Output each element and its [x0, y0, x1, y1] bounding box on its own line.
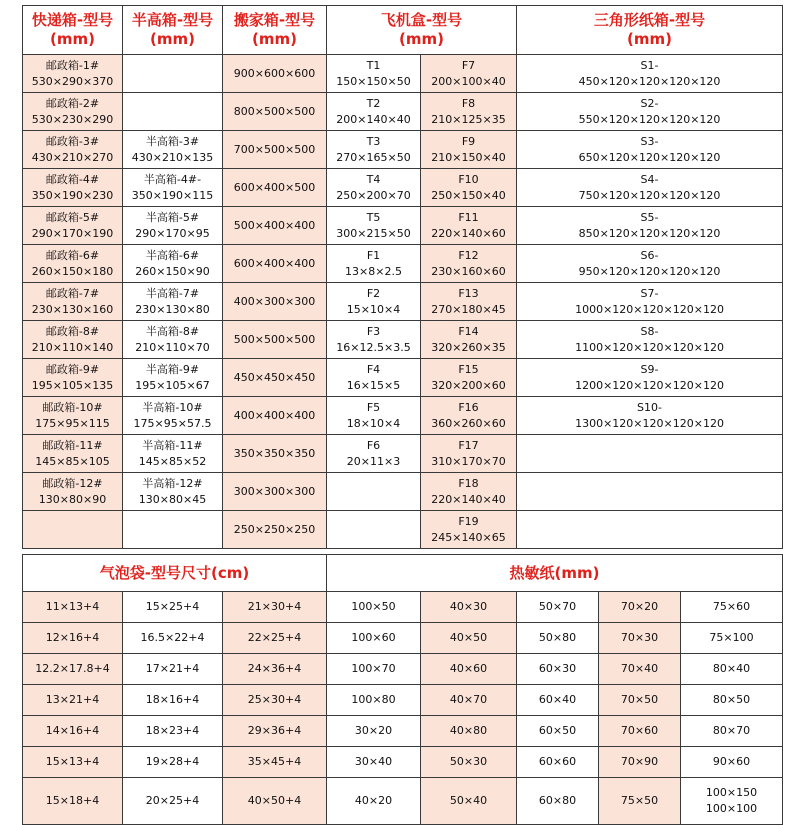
table-row	[23, 435, 783, 473]
moving-box-cell: 600×400×400	[223, 245, 327, 283]
airplane-box-t-cell	[327, 245, 421, 283]
thermal-paper-cell: 50×80	[517, 623, 599, 654]
half-height-box-cell-line: 半高箱-4#-	[143, 172, 202, 186]
airplane-box-f-cell-line: F9	[461, 134, 476, 148]
courier-box-cell-line: 邮政箱-2#	[45, 96, 100, 110]
table-row	[23, 55, 783, 93]
half-height-box-cell-line: 430×210×135	[131, 150, 214, 164]
triangle-box-cell	[517, 397, 783, 435]
table-row	[23, 207, 783, 245]
thermal-paper-cell: 40×70	[421, 685, 517, 716]
half-height-box-cell	[123, 55, 223, 93]
courier-box-cell-line: 邮政箱-3#	[45, 134, 100, 148]
triangle-box-cell-line: S4-	[640, 172, 659, 186]
bubble-bag-cell: 12×16+4	[23, 623, 123, 654]
half-height-box-cell-line: 半高箱-3#	[145, 134, 200, 148]
bubble-bag-cell: 20×25+4	[123, 778, 223, 825]
moving-box-cell: 400×300×300	[223, 283, 327, 321]
half-height-box-cell	[123, 131, 223, 169]
thermal-paper-cell: 40×20	[327, 778, 421, 825]
half-height-box-cell	[123, 473, 223, 511]
moving-box-header-line: 搬家箱-型号	[233, 11, 316, 29]
courier-box-header	[23, 6, 123, 55]
thermal-paper-cell	[681, 592, 783, 623]
courier-box-cell-line: 530×230×290	[31, 112, 114, 126]
airplane-box-f-cell	[421, 207, 517, 245]
airplane-box-f-cell	[421, 397, 517, 435]
airplane-box-f-cell-line: F10	[458, 172, 479, 186]
triangle-box-cell	[517, 359, 783, 397]
triangle-box-cell-line: 550×120×120×120×120	[578, 112, 721, 126]
half-height-box-cell-line: 半高箱-7#	[145, 286, 200, 300]
airplane-box-t-cell	[327, 511, 421, 549]
triangle-box-cell-line: 950×120×120×120×120	[578, 264, 721, 278]
half-height-box-cell	[123, 511, 223, 549]
thermal-paper-cell: 30×40	[327, 747, 421, 778]
airplane-box-f-cell-line: 210×150×40	[431, 150, 506, 164]
thermal-paper-cell	[681, 716, 783, 747]
airplane-box-f-cell-line: 320×200×60	[431, 378, 506, 392]
airplane-box-f-cell	[421, 473, 517, 511]
courier-box-cell-line: 邮政箱-9#	[45, 362, 100, 376]
bubble-bag-cell: 15×18+4	[23, 778, 123, 825]
bubble-bag-cell: 18×23+4	[123, 716, 223, 747]
thermal-paper-cell: 60×80	[517, 778, 599, 825]
airplane-box-t-cell-line: 270×165×50	[336, 150, 411, 164]
moving-box-cell: 350×350×350	[223, 435, 327, 473]
header-row	[23, 555, 783, 592]
triangle-box-cell-line: S8-	[640, 324, 659, 338]
half-height-box-cell-line: 半高箱-12#	[142, 476, 203, 490]
airplane-box-t-cell-line: 200×140×40	[336, 112, 411, 126]
airplane-box-f-cell-line: 245×140×65	[431, 530, 506, 544]
moving-box-cell: 400×400×400	[223, 397, 327, 435]
table-row	[23, 397, 783, 435]
half-height-box-header-line: 半高箱-型号	[131, 11, 214, 29]
half-height-box-cell	[123, 321, 223, 359]
table-row	[23, 245, 783, 283]
half-height-box-cell-line: 半高箱-11#	[142, 438, 203, 452]
bubble-bag-cell: 35×45+4	[223, 747, 327, 778]
airplane-box-header-line: 飞机盒-型号	[380, 11, 463, 29]
half-height-box-cell	[123, 207, 223, 245]
thermal-paper-cell	[681, 685, 783, 716]
airplane-box-t-cell-line: F6	[366, 438, 381, 452]
half-height-box-cell-line: 175×95×57.5	[133, 416, 212, 430]
airplane-box-t-cell-line: 15×10×4	[346, 302, 401, 316]
airplane-box-f-cell-line: F13	[458, 286, 479, 300]
triangle-box-cell-line: S3-	[640, 134, 659, 148]
airplane-box-header-line: (mm)	[399, 30, 444, 48]
triangle-box-cell-line: 1300×120×120×120×120	[575, 416, 724, 430]
moving-box-cell: 900×600×600	[223, 55, 327, 93]
airplane-box-f-cell-line: F17	[458, 438, 479, 452]
courier-box-header-line: 快递箱-型号	[31, 11, 114, 29]
courier-box-cell-line: 145×85×105	[35, 454, 110, 468]
half-height-box-header	[123, 6, 223, 55]
half-height-box-cell	[123, 245, 223, 283]
airplane-box-f-cell-line: 270×180×45	[431, 302, 506, 316]
triangle-box-cell	[517, 169, 783, 207]
table-row	[23, 321, 783, 359]
table-row	[23, 654, 783, 685]
thermal-paper-cell: 40×50	[421, 623, 517, 654]
table-row	[23, 778, 783, 825]
airplane-box-t-cell-line: 250×200×70	[336, 188, 411, 202]
box-size-table	[22, 5, 783, 549]
half-height-box-cell	[123, 283, 223, 321]
courier-box-cell-line: 邮政箱-10#	[42, 400, 103, 414]
airplane-box-f-cell-line: F15	[458, 362, 479, 376]
airplane-box-f-cell-line: F14	[458, 324, 479, 338]
airplane-box-f-cell-line: F19	[458, 514, 479, 528]
airplane-box-t-cell-line: 13×8×2.5	[345, 264, 402, 278]
airplane-box-f-cell-line: 320×260×35	[431, 340, 506, 354]
moving-box-cell: 600×400×500	[223, 169, 327, 207]
airplane-box-t-cell-line: T3	[366, 134, 381, 148]
half-height-box-cell-line: 半高箱-10#	[142, 400, 203, 414]
airplane-box-f-cell-line: 310×170×70	[431, 454, 506, 468]
triangle-box-cell-line: 450×120×120×120×120	[578, 74, 721, 88]
triangle-box-cell-line: S10-	[637, 400, 662, 414]
triangle-box-cell-line: 850×120×120×120×120	[578, 226, 721, 240]
thermal-paper-cell: 50×40	[421, 778, 517, 825]
airplane-box-f-cell-line: 250×150×40	[431, 188, 506, 202]
triangle-box-cell	[517, 435, 783, 473]
triangle-box-cell	[517, 93, 783, 131]
courier-box-cell	[23, 131, 123, 169]
airplane-box-t-cell	[327, 207, 421, 245]
airplane-box-f-cell	[421, 359, 517, 397]
airplane-box-t-cell	[327, 435, 421, 473]
half-height-box-cell	[123, 93, 223, 131]
triangle-box-cell-line: 1200×120×120×120×120	[575, 378, 724, 392]
courier-box-cell	[23, 397, 123, 435]
thermal-paper-cell: 30×20	[327, 716, 421, 747]
courier-box-cell-line: 175×95×115	[35, 416, 110, 430]
airplane-box-f-cell	[421, 93, 517, 131]
airplane-box-t-cell-line: 16×12.5×3.5	[336, 340, 411, 354]
airplane-box-f-cell	[421, 511, 517, 549]
courier-box-cell-line: 邮政箱-1#	[45, 58, 100, 72]
airplane-box-t-cell-line: T5	[366, 210, 381, 224]
half-height-box-cell	[123, 359, 223, 397]
thermal-paper-cell-line: 100×150	[705, 786, 758, 799]
triangle-box-cell-line: S2-	[640, 96, 659, 110]
airplane-box-f-cell-line: F16	[458, 400, 479, 414]
bubble-bag-cell: 11×13+4	[23, 592, 123, 623]
airplane-box-f-cell	[421, 169, 517, 207]
thermal-paper-cell: 60×50	[517, 716, 599, 747]
table-row	[23, 511, 783, 549]
table-row	[23, 131, 783, 169]
airplane-box-t-cell-line: F2	[366, 286, 381, 300]
courier-box-cell	[23, 473, 123, 511]
thermal-paper-cell: 50×70	[517, 592, 599, 623]
half-height-box-cell-line: 半高箱-5#	[145, 210, 200, 224]
triangle-box-header-line: (mm)	[627, 30, 672, 48]
triangle-box-cell-line: 750×120×120×120×120	[578, 188, 721, 202]
airplane-box-t-cell-line: T4	[366, 172, 381, 186]
courier-box-cell-line: 210×110×140	[31, 340, 114, 354]
thermal-paper-cell: 100×80	[327, 685, 421, 716]
thermal-paper-cell-line: 90×60	[712, 755, 751, 768]
thermal-paper-cell	[681, 778, 783, 825]
airplane-box-t-cell	[327, 397, 421, 435]
triangle-box-cell	[517, 473, 783, 511]
courier-box-cell-line: 430×210×270	[31, 150, 114, 164]
half-height-box-cell-line: 260×150×90	[135, 264, 210, 278]
courier-box-cell-line: 邮政箱-6#	[45, 248, 100, 262]
bubble-bag-cell: 16.5×22+4	[123, 623, 223, 654]
airplane-box-f-cell	[421, 283, 517, 321]
airplane-box-f-cell-line: F7	[461, 58, 476, 72]
courier-box-cell	[23, 435, 123, 473]
airplane-box-t-cell	[327, 55, 421, 93]
courier-box-cell-line: 邮政箱-12#	[42, 476, 103, 490]
airplane-box-f-cell-line: 220×140×40	[431, 492, 506, 506]
half-height-box-cell-line: 210×110×70	[135, 340, 210, 354]
airplane-box-t-cell-line: F5	[366, 400, 381, 414]
table-row	[23, 716, 783, 747]
thermal-paper-cell: 100×70	[327, 654, 421, 685]
table-row	[23, 169, 783, 207]
triangle-box-cell-line: S7-	[640, 286, 659, 300]
thermal-paper-cell: 70×20	[599, 592, 681, 623]
courier-box-cell	[23, 207, 123, 245]
courier-box-cell-line: 530×290×370	[31, 74, 114, 88]
airplane-box-f-cell-line: 200×100×40	[431, 74, 506, 88]
half-height-box-cell-line: 290×170×95	[135, 226, 210, 240]
moving-box-cell: 250×250×250	[223, 511, 327, 549]
bubble-bag-cell: 18×16+4	[123, 685, 223, 716]
airplane-box-t-cell-line: F1	[366, 248, 381, 262]
courier-box-cell	[23, 55, 123, 93]
moving-box-header	[223, 6, 327, 55]
courier-box-cell-line: 350×190×230	[31, 188, 114, 202]
bubble-bag-cell: 19×28+4	[123, 747, 223, 778]
bubble-bag-cell: 40×50+4	[223, 778, 327, 825]
triangle-box-cell	[517, 131, 783, 169]
thermal-paper-header: 热敏纸(mm)	[327, 555, 783, 592]
table-row	[23, 283, 783, 321]
bubble-bag-cell: 25×30+4	[223, 685, 327, 716]
thermal-paper-cell	[681, 747, 783, 778]
courier-box-cell-line: 邮政箱-7#	[45, 286, 100, 300]
half-height-box-cell-line: 145×85×52	[138, 454, 207, 468]
bubble-bag-cell: 17×21+4	[123, 654, 223, 685]
half-height-box-header-line: (mm)	[150, 30, 195, 48]
moving-box-cell: 450×450×450	[223, 359, 327, 397]
courier-box-cell-line: 邮政箱-5#	[45, 210, 100, 224]
thermal-paper-cell-line: 100×100	[705, 802, 758, 815]
bubble-bag-cell: 21×30+4	[223, 592, 327, 623]
thermal-paper-cell: 70×50	[599, 685, 681, 716]
courier-box-cell	[23, 321, 123, 359]
airplane-box-t-cell	[327, 283, 421, 321]
bubble-bag-cell: 15×25+4	[123, 592, 223, 623]
thermal-paper-cell: 70×90	[599, 747, 681, 778]
thermal-paper-cell: 40×80	[421, 716, 517, 747]
triangle-box-cell	[517, 55, 783, 93]
half-height-box-cell-line: 130×80×45	[138, 492, 207, 506]
thermal-paper-cell: 50×30	[421, 747, 517, 778]
thermal-paper-cell-line: 75×60	[712, 600, 751, 613]
table-row	[23, 592, 783, 623]
airplane-box-t-cell	[327, 359, 421, 397]
table-row	[23, 473, 783, 511]
moving-box-cell: 800×500×500	[223, 93, 327, 131]
triangle-box-cell-line: S6-	[640, 248, 659, 262]
courier-box-cell	[23, 169, 123, 207]
courier-box-cell-line: 195×105×135	[31, 378, 114, 392]
bubble-thermal-table	[22, 554, 783, 825]
half-height-box-cell-line: 半高箱-6#	[145, 248, 200, 262]
header-row	[23, 6, 783, 55]
courier-box-cell-line: 邮政箱-4#	[45, 172, 100, 186]
bubble-bag-cell: 24×36+4	[223, 654, 327, 685]
thermal-paper-cell: 40×60	[421, 654, 517, 685]
half-height-box-cell	[123, 169, 223, 207]
moving-box-cell: 500×500×500	[223, 321, 327, 359]
courier-box-cell-line: 邮政箱-8#	[45, 324, 100, 338]
airplane-box-f-cell-line: F8	[461, 96, 476, 110]
courier-box-cell-line: 260×150×180	[31, 264, 114, 278]
triangle-box-header-line: 三角形纸箱-型号	[593, 11, 706, 29]
courier-box-cell	[23, 511, 123, 549]
courier-box-header-line: (mm)	[50, 30, 95, 48]
triangle-box-cell-line: 1000×120×120×120×120	[575, 302, 724, 316]
airplane-box-t-cell	[327, 169, 421, 207]
airplane-box-f-cell-line: 230×160×60	[431, 264, 506, 278]
airplane-box-f-cell	[421, 131, 517, 169]
thermal-paper-cell: 100×50	[327, 592, 421, 623]
airplane-box-f-cell-line: F11	[458, 210, 479, 224]
airplane-box-f-cell	[421, 435, 517, 473]
half-height-box-cell-line: 半高箱-9#	[145, 362, 200, 376]
thermal-paper-cell: 40×30	[421, 592, 517, 623]
triangle-box-cell-line: 650×120×120×120×120	[578, 150, 721, 164]
airplane-box-t-cell	[327, 93, 421, 131]
airplane-box-t-cell	[327, 131, 421, 169]
courier-box-cell-line: 130×80×90	[38, 492, 107, 506]
airplane-box-t-cell-line: F3	[366, 324, 381, 338]
thermal-paper-cell	[681, 623, 783, 654]
moving-box-cell: 700×500×500	[223, 131, 327, 169]
thermal-paper-cell: 70×30	[599, 623, 681, 654]
thermal-paper-cell: 60×30	[517, 654, 599, 685]
table-row	[23, 685, 783, 716]
airplane-box-t-cell-line: 300×215×50	[336, 226, 411, 240]
bubble-bag-cell: 14×16+4	[23, 716, 123, 747]
bubble-bag-cell: 15×13+4	[23, 747, 123, 778]
thermal-paper-cell: 70×60	[599, 716, 681, 747]
bubble-bag-cell: 13×21+4	[23, 685, 123, 716]
table-row	[23, 623, 783, 654]
thermal-paper-cell-line: 75×100	[709, 631, 754, 644]
thermal-paper-cell	[681, 654, 783, 685]
courier-box-cell	[23, 359, 123, 397]
airplane-box-t-cell-line: 20×11×3	[346, 454, 401, 468]
airplane-box-t-cell-line: 18×10×4	[346, 416, 401, 430]
thermal-paper-cell-line: 80×40	[712, 662, 751, 675]
triangle-box-cell	[517, 207, 783, 245]
half-height-box-cell	[123, 435, 223, 473]
bubble-bag-cell: 22×25+4	[223, 623, 327, 654]
airplane-box-t-cell-line: 16×15×5	[346, 378, 401, 392]
triangle-box-cell	[517, 511, 783, 549]
airplane-box-f-cell-line: 220×140×60	[431, 226, 506, 240]
moving-box-cell: 500×400×400	[223, 207, 327, 245]
courier-box-cell-line: 邮政箱-11#	[42, 438, 103, 452]
airplane-box-header	[327, 6, 517, 55]
airplane-box-f-cell	[421, 245, 517, 283]
triangle-box-cell-line: S9-	[640, 362, 659, 376]
triangle-box-cell-line: 1100×120×120×120×120	[575, 340, 724, 354]
airplane-box-f-cell-line: F18	[458, 476, 479, 490]
airplane-box-f-cell	[421, 55, 517, 93]
airplane-box-t-cell-line: F4	[366, 362, 381, 376]
courier-box-cell-line: 290×170×190	[31, 226, 114, 240]
airplane-box-f-cell-line: F12	[458, 248, 479, 262]
triangle-box-header	[517, 6, 783, 55]
half-height-box-cell	[123, 397, 223, 435]
airplane-box-t-cell-line: 150×150×50	[336, 74, 411, 88]
courier-box-cell	[23, 93, 123, 131]
half-height-box-cell-line: 195×105×67	[135, 378, 210, 392]
triangle-box-cell	[517, 283, 783, 321]
triangle-box-cell-line: S1-	[640, 58, 659, 72]
airplane-box-t-cell	[327, 473, 421, 511]
triangle-box-cell	[517, 245, 783, 283]
table-row	[23, 747, 783, 778]
half-height-box-cell-line: 350×190×115	[131, 188, 214, 202]
airplane-box-t-cell-line: T2	[366, 96, 381, 110]
half-height-box-cell-line: 230×130×80	[135, 302, 210, 316]
thermal-paper-cell: 70×40	[599, 654, 681, 685]
airplane-box-f-cell-line: 210×125×35	[431, 112, 506, 126]
bubble-bag-header: 气泡袋-型号尺寸(cm)	[23, 555, 327, 592]
airplane-box-f-cell-line: 360×260×60	[431, 416, 506, 430]
airplane-box-f-cell	[421, 321, 517, 359]
airplane-box-t-cell	[327, 321, 421, 359]
triangle-box-cell	[517, 321, 783, 359]
bubble-bag-cell: 12.2×17.8+4	[23, 654, 123, 685]
thermal-paper-cell: 75×50	[599, 778, 681, 825]
thermal-paper-cell: 60×40	[517, 685, 599, 716]
moving-box-header-line: (mm)	[252, 30, 297, 48]
thermal-paper-cell-line: 80×50	[712, 693, 751, 706]
courier-box-cell	[23, 245, 123, 283]
moving-box-cell: 300×300×300	[223, 473, 327, 511]
triangle-box-cell-line: S5-	[640, 210, 659, 224]
thermal-paper-cell-line: 80×70	[712, 724, 751, 737]
airplane-box-t-cell-line: T1	[366, 58, 381, 72]
table-row	[23, 359, 783, 397]
courier-box-cell	[23, 283, 123, 321]
thermal-paper-cell: 100×60	[327, 623, 421, 654]
half-height-box-cell-line: 半高箱-8#	[145, 324, 200, 338]
table-row	[23, 93, 783, 131]
thermal-paper-cell: 60×60	[517, 747, 599, 778]
bubble-bag-cell: 29×36+4	[223, 716, 327, 747]
courier-box-cell-line: 230×130×160	[31, 302, 114, 316]
